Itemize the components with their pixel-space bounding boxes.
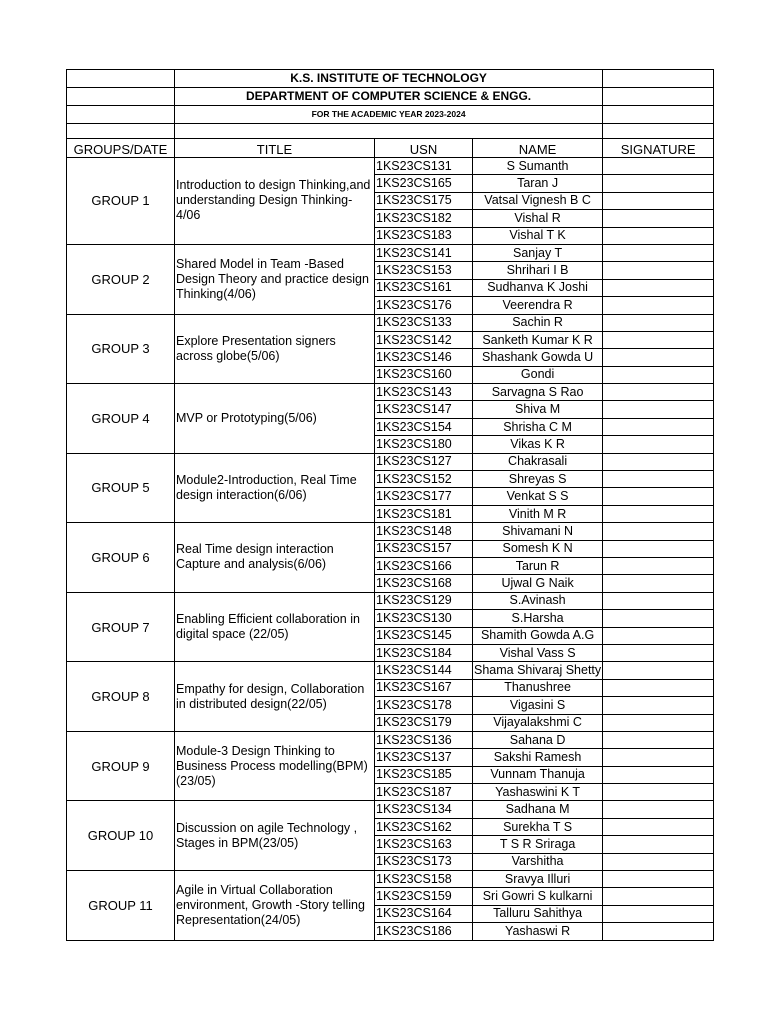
student-name-cell: Shrisha C M (473, 418, 603, 435)
table-row (67, 453, 714, 470)
signature-cell[interactable] (603, 818, 714, 835)
student-name-cell: Chakrasali (473, 453, 603, 470)
student-name-cell: Shama Shivaraj Shetty (473, 662, 603, 679)
usn-cell: 1KS23CS160 (375, 366, 473, 383)
signature-cell[interactable] (603, 679, 714, 696)
student-name-cell: Gondi (473, 366, 603, 383)
student-name-cell: S.Avinash (473, 592, 603, 609)
student-name-cell: T S R Sriraga (473, 836, 603, 853)
signature-cell[interactable] (603, 610, 714, 627)
student-name-cell: Sachin R (473, 314, 603, 331)
student-name-cell: Vijayalakshmi C (473, 714, 603, 731)
title-row-department (67, 88, 714, 106)
student-name-cell: Shiva M (473, 401, 603, 418)
signature-cell[interactable] (603, 210, 714, 227)
student-name-cell: Sanjay T (473, 244, 603, 261)
signature-cell[interactable] (603, 731, 714, 748)
usn-cell: 1KS23CS144 (375, 662, 473, 679)
group-label: GROUP 9 (67, 731, 175, 801)
table-row (67, 158, 714, 175)
usn-cell: 1KS23CS131 (375, 158, 473, 175)
usn-cell: 1KS23CS183 (375, 227, 473, 244)
session-title: MVP or Prototyping(5/06) (175, 384, 375, 454)
signature-cell[interactable] (603, 644, 714, 661)
usn-cell: 1KS23CS165 (375, 175, 473, 192)
group-label: GROUP 8 (67, 662, 175, 732)
table-row (67, 384, 714, 401)
session-title: Introduction to design Thinking,and understanding Design Thinking- 4/06 (175, 158, 375, 245)
signature-cell[interactable] (603, 471, 714, 488)
attendance-sheet (66, 69, 714, 941)
column-header-name: NAME (473, 139, 603, 158)
signature-cell[interactable] (603, 836, 714, 853)
blank-row (67, 124, 714, 139)
signature-cell[interactable] (603, 192, 714, 209)
student-name-cell: Talluru Sahithya (473, 905, 603, 922)
usn-cell: 1KS23CS181 (375, 505, 473, 522)
student-name-cell: S Sumanth (473, 158, 603, 175)
signature-cell[interactable] (603, 540, 714, 557)
signature-cell[interactable] (603, 366, 714, 383)
signature-cell[interactable] (603, 244, 714, 261)
column-header-title: TITLE (175, 139, 375, 158)
usn-cell: 1KS23CS176 (375, 297, 473, 314)
signature-cell[interactable] (603, 314, 714, 331)
student-name-cell: Vishal R (473, 210, 603, 227)
student-name-cell: Shamith Gowda A.G (473, 627, 603, 644)
signature-cell[interactable] (603, 592, 714, 609)
student-name-cell: Shashank Gowda U (473, 349, 603, 366)
column-header-usn: USN (375, 139, 473, 158)
usn-cell: 1KS23CS173 (375, 853, 473, 870)
usn-cell: 1KS23CS157 (375, 540, 473, 557)
student-name-cell: Ujwal G Naik (473, 575, 603, 592)
signature-cell[interactable] (603, 331, 714, 348)
student-name-cell: S.Harsha (473, 610, 603, 627)
table-row (67, 592, 714, 609)
usn-cell: 1KS23CS143 (375, 384, 473, 401)
usn-cell: 1KS23CS187 (375, 784, 473, 801)
signature-cell[interactable] (603, 418, 714, 435)
signature-cell[interactable] (603, 766, 714, 783)
table-row (67, 731, 714, 748)
usn-cell: 1KS23CS168 (375, 575, 473, 592)
signature-cell[interactable] (603, 662, 714, 679)
student-name-cell: Vishal T K (473, 227, 603, 244)
usn-cell: 1KS23CS152 (375, 471, 473, 488)
column-header-groups: GROUPS/DATE (67, 139, 175, 158)
usn-cell: 1KS23CS127 (375, 453, 473, 470)
session-title: Module-3 Design Thinking to Business Process modelling(BPM)(23/05) (175, 731, 375, 801)
signature-cell[interactable] (603, 488, 714, 505)
session-title: Empathy for design, Collaboration in distributed design(22/05) (175, 662, 375, 732)
student-name-cell: Yashaswini K T (473, 784, 603, 801)
usn-cell: 1KS23CS163 (375, 836, 473, 853)
student-name-cell: Shivamani N (473, 523, 603, 540)
student-name-cell: Shrihari I B (473, 262, 603, 279)
group-label: GROUP 1 (67, 158, 175, 245)
usn-cell: 1KS23CS182 (375, 210, 473, 227)
signature-cell[interactable] (603, 853, 714, 870)
usn-cell: 1KS23CS161 (375, 279, 473, 296)
usn-cell: 1KS23CS166 (375, 557, 473, 574)
signature-cell[interactable] (603, 262, 714, 279)
student-name-cell: Taran J (473, 175, 603, 192)
student-name-cell: Veerendra R (473, 297, 603, 314)
signature-cell[interactable] (603, 714, 714, 731)
student-name-cell: Venkat S S (473, 488, 603, 505)
student-name-cell: Sarvagna S Rao (473, 384, 603, 401)
usn-cell: 1KS23CS159 (375, 888, 473, 905)
student-name-cell: Vikas K R (473, 436, 603, 453)
usn-cell: 1KS23CS133 (375, 314, 473, 331)
institute-name: K.S. INSTITUTE OF TECHNOLOGY (175, 70, 603, 88)
session-title: Real Time design interaction Capture and analysis(6/06) (175, 523, 375, 593)
usn-cell: 1KS23CS177 (375, 488, 473, 505)
signature-cell[interactable] (603, 575, 714, 592)
signature-cell[interactable] (603, 557, 714, 574)
session-title: Module2-Introduction, Real Time design interaction(6/06) (175, 453, 375, 523)
student-name-cell: Thanushree (473, 679, 603, 696)
session-title: Agile in Virtual Collaboration environment, Growth -Story telling Representation(24/05) (175, 871, 375, 941)
signature-cell[interactable] (603, 349, 714, 366)
signature-cell[interactable] (603, 384, 714, 401)
usn-cell: 1KS23CS141 (375, 244, 473, 261)
usn-cell: 1KS23CS180 (375, 436, 473, 453)
usn-cell: 1KS23CS162 (375, 818, 473, 835)
student-name-cell: Vishal Vass S (473, 644, 603, 661)
signature-cell[interactable] (603, 627, 714, 644)
usn-cell: 1KS23CS137 (375, 749, 473, 766)
signature-cell[interactable] (603, 523, 714, 540)
usn-cell: 1KS23CS153 (375, 262, 473, 279)
usn-cell: 1KS23CS184 (375, 644, 473, 661)
student-name-cell: Vinith M R (473, 505, 603, 522)
table-row (67, 244, 714, 261)
group-label: GROUP 3 (67, 314, 175, 384)
column-header-signature: SIGNATURE (603, 139, 714, 158)
student-name-cell: Yashaswi R (473, 923, 603, 940)
usn-cell: 1KS23CS147 (375, 401, 473, 418)
student-name-cell: Vigasini S (473, 697, 603, 714)
student-name-cell: Sri Gowri S kulkarni (473, 888, 603, 905)
usn-cell: 1KS23CS129 (375, 592, 473, 609)
student-name-cell: Sadhana M (473, 801, 603, 818)
student-name-cell: Vunnam Thanuja (473, 766, 603, 783)
signature-cell[interactable] (603, 697, 714, 714)
signature-cell[interactable] (603, 923, 714, 940)
usn-cell: 1KS23CS178 (375, 697, 473, 714)
signature-cell[interactable] (603, 905, 714, 922)
session-title: Discussion on agile Technology , Stages in BPM(23/05) (175, 801, 375, 871)
session-title: Explore Presentation signers across globe(5/06) (175, 314, 375, 384)
sheet-body (67, 70, 714, 941)
student-name-cell: Sravya Illuri (473, 871, 603, 888)
usn-cell: 1KS23CS145 (375, 627, 473, 644)
student-name-cell: Sahana D (473, 731, 603, 748)
usn-cell: 1KS23CS146 (375, 349, 473, 366)
signature-cell[interactable] (603, 158, 714, 175)
table-row (67, 871, 714, 888)
signature-cell[interactable] (603, 401, 714, 418)
table-row (67, 314, 714, 331)
signature-cell[interactable] (603, 227, 714, 244)
academic-year: FOR THE ACADEMIC YEAR 2023-2024 (175, 106, 603, 124)
group-label: GROUP 11 (67, 871, 175, 941)
usn-cell: 1KS23CS158 (375, 871, 473, 888)
signature-cell[interactable] (603, 297, 714, 314)
signature-cell[interactable] (603, 801, 714, 818)
group-label: GROUP 7 (67, 592, 175, 662)
group-label: GROUP 5 (67, 453, 175, 523)
usn-cell: 1KS23CS154 (375, 418, 473, 435)
group-label: GROUP 2 (67, 244, 175, 314)
signature-cell[interactable] (603, 505, 714, 522)
signature-cell[interactable] (603, 871, 714, 888)
student-name-cell: Sanketh Kumar K R (473, 331, 603, 348)
student-name-cell: Somesh K N (473, 540, 603, 557)
usn-cell: 1KS23CS136 (375, 731, 473, 748)
session-title: Enabling Efficient collaboration in digital space (22/05) (175, 592, 375, 662)
column-header-row (67, 139, 714, 158)
group-label: GROUP 4 (67, 384, 175, 454)
student-name-cell: Sudhanva K Joshi (473, 279, 603, 296)
session-title: Shared Model in Team -Based Design Theory and practice design Thinking(4/06) (175, 244, 375, 314)
table-row (67, 662, 714, 679)
signature-cell[interactable] (603, 784, 714, 801)
usn-cell: 1KS23CS164 (375, 905, 473, 922)
signature-cell[interactable] (603, 453, 714, 470)
usn-cell: 1KS23CS175 (375, 192, 473, 209)
student-name-cell: Tarun R (473, 557, 603, 574)
group-label: GROUP 6 (67, 523, 175, 593)
signature-cell[interactable] (603, 749, 714, 766)
usn-cell: 1KS23CS167 (375, 679, 473, 696)
title-row-institute (67, 70, 714, 88)
usn-cell: 1KS23CS186 (375, 923, 473, 940)
student-name-cell: Varshitha (473, 853, 603, 870)
signature-cell[interactable] (603, 436, 714, 453)
usn-cell: 1KS23CS179 (375, 714, 473, 731)
title-row-year (67, 106, 714, 124)
student-name-cell: Sakshi Ramesh (473, 749, 603, 766)
usn-cell: 1KS23CS130 (375, 610, 473, 627)
signature-cell[interactable] (603, 279, 714, 296)
group-label: GROUP 10 (67, 801, 175, 871)
student-name-cell: Surekha T S (473, 818, 603, 835)
table-row (67, 523, 714, 540)
student-name-cell: Vatsal Vignesh B C (473, 192, 603, 209)
usn-cell: 1KS23CS142 (375, 331, 473, 348)
signature-cell[interactable] (603, 888, 714, 905)
table-row (67, 801, 714, 818)
usn-cell: 1KS23CS185 (375, 766, 473, 783)
usn-cell: 1KS23CS148 (375, 523, 473, 540)
usn-cell: 1KS23CS134 (375, 801, 473, 818)
signature-cell[interactable] (603, 175, 714, 192)
department-name: DEPARTMENT OF COMPUTER SCIENCE & ENGG. (175, 88, 603, 106)
student-name-cell: Shreyas S (473, 471, 603, 488)
